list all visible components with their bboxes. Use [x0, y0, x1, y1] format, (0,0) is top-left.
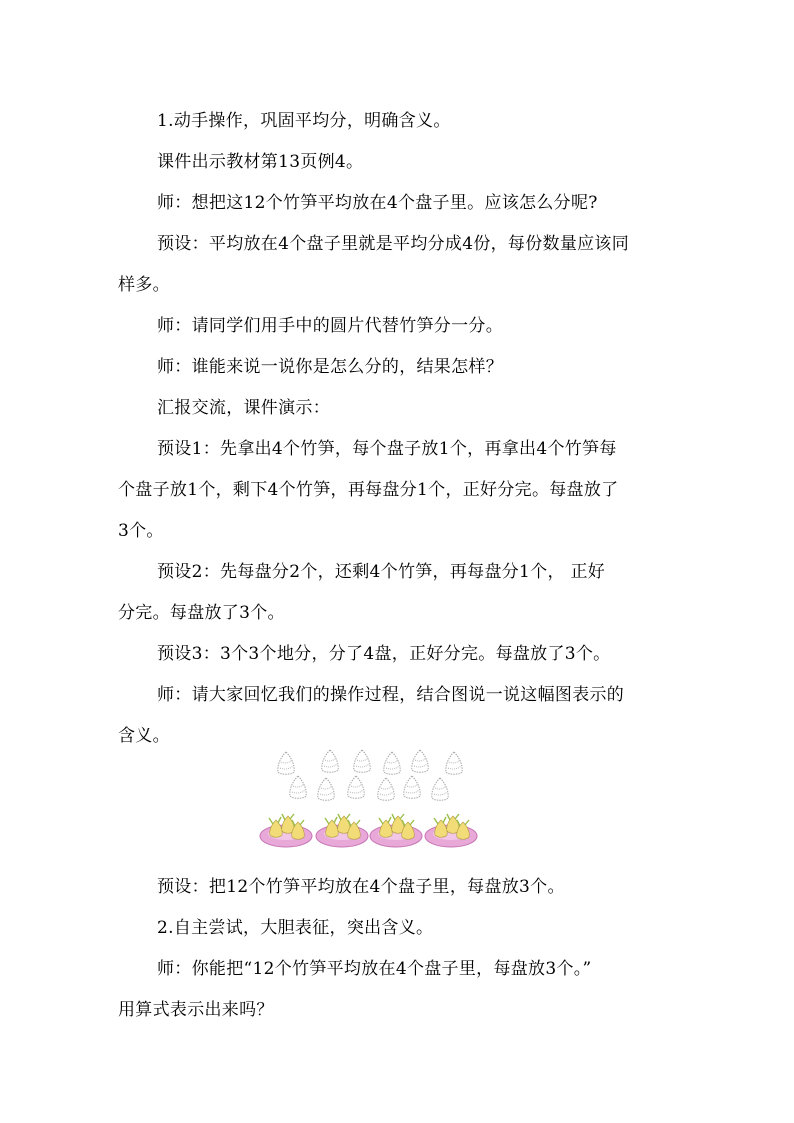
paragraph-line: 预设：把12个竹笋平均放在4个盘子里，每盘放3个。	[157, 877, 565, 897]
paragraph-line: 预设3：3个3个地分，分了4盘，正好分完。每盘放了3个。	[157, 644, 611, 664]
bamboo-shoots-and-plates-icon	[258, 748, 480, 858]
paragraph-line: 预设1：先拿出4个竹笋，每个盘子放1个，再拿出4个竹笋每	[157, 439, 617, 459]
paragraph-line: 3个。	[118, 521, 164, 541]
paragraph-line: 预设：平均放在4个盘子里就是平均分成4份，每份数量应该同	[157, 234, 630, 254]
paragraph-line: 课件出示教材第13页例4。	[157, 152, 364, 172]
paragraph-line: 用算式表示出来吗？	[118, 1000, 274, 1020]
paragraph-line: 师：想把这12个竹笋平均放在4个盘子里。应该怎么分呢?	[157, 193, 598, 213]
paragraph-line: 个盘子放1个，剩下4个竹笋，再每盘分1个，正好分完。每盘放了	[118, 480, 619, 500]
paragraph-line: 分完。每盘放了3个。	[118, 603, 285, 623]
paragraph-line: 样多。	[118, 275, 170, 295]
paragraph-line: 含义。	[118, 726, 170, 746]
paragraph-line: 师：请大家回忆我们的操作过程，结合图说一说这幅图表示的	[157, 685, 625, 705]
paragraph-line: 师：你能把“12个竹笋平均放在4个盘子里，每盘放3个。”	[157, 959, 592, 979]
paragraph-line: 预设2：先每盘分2个，还剩4个竹笋，再每盘分1个， 正好	[157, 562, 606, 582]
section-heading-1: 1.动手操作，巩固平均分，明确含义。	[157, 111, 451, 131]
paragraph-line: 汇报交流，课件演示：	[157, 398, 330, 418]
paragraph-line: 师：谁能来说一说你是怎么分的，结果怎样？	[157, 357, 503, 377]
paragraph-line: 师：请同学们用手中的圆片代替竹笋分一分。	[157, 316, 503, 336]
section-heading-2: 2.自主尝试，大胆表征，突出含义。	[157, 918, 434, 938]
